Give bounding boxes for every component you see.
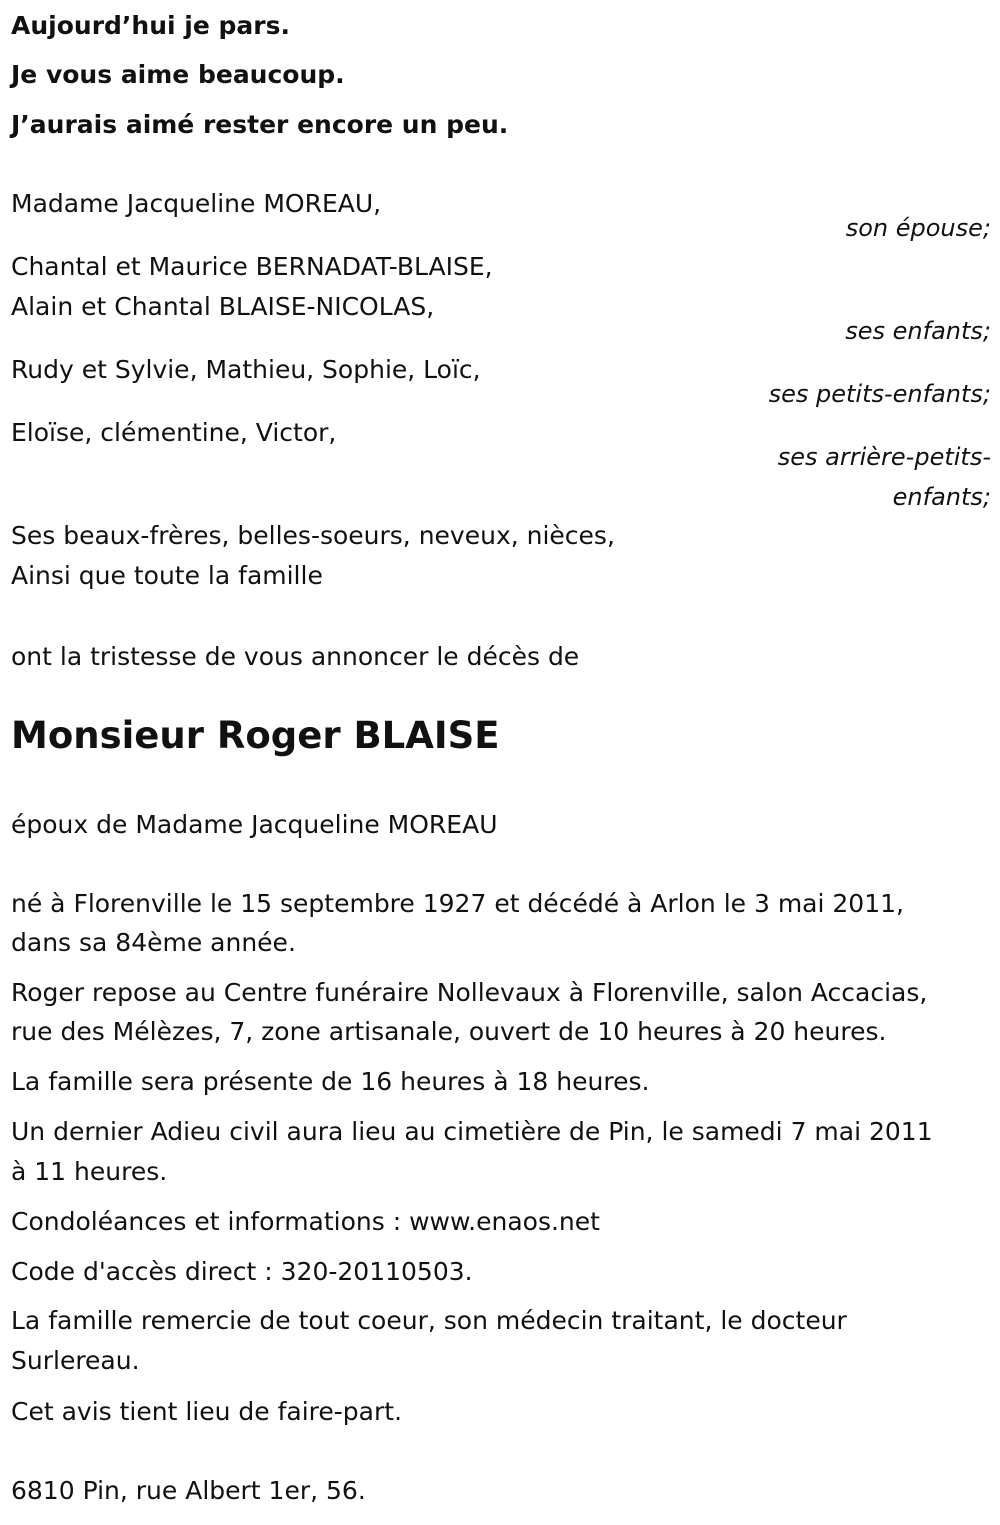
notice-line: Cet avis tient lieu de faire-part. [11, 1397, 403, 1426]
extended-family-line-1: Ses beaux-frères, belles-soeurs, neveux, nièces, [11, 521, 615, 550]
condolences-line: Condoléances et informations : www.enaos.net [11, 1207, 600, 1236]
announcement-text: ont la tristesse de vous annoncer le décès de [11, 642, 580, 671]
farewell-line-1: Un dernier Adieu civil aura lieu au cimetière de Pin, le samedi 7 mai 2011 [11, 1117, 933, 1146]
farewell-line-2: à 11 heures. [11, 1157, 168, 1186]
grandchildren-relation: ses petits-enfants; [768, 380, 991, 408]
address-line: 6810 Pin, rue Albert 1er, 56. [11, 1476, 366, 1505]
extended-family-line-2: Ainsi que toute la famille [11, 561, 323, 590]
funeral-home-line-2: rue des Mélèzes, 7, zone artisanale, ouvert de 10 heures à 20 heures. [11, 1017, 887, 1046]
funeral-home-line-1: Roger repose au Centre funéraire Nollevaux à Florenville, salon Accacias, [11, 978, 928, 1007]
intro-line-2: Je vous aime beaucoup. [11, 60, 345, 89]
children-relation: ses enfants; [845, 317, 991, 345]
thanks-line-2: Surlereau. [11, 1346, 140, 1375]
birth-death-line-1: né à Florenville le 15 septembre 1927 et décédé à Arlon le 3 mai 2011, [11, 889, 904, 918]
grandchildren-line: Rudy et Sylvie, Mathieu, Sophie, Loïc, [11, 355, 481, 384]
intro-line-3: J’aurais aimé rester encore un peu. [11, 110, 509, 139]
access-code-line: Code d'accès direct : 320-20110503. [11, 1257, 473, 1286]
children-line-1: Chantal et Maurice BERNADAT-BLAISE, [11, 252, 493, 281]
birth-death-line-2: dans sa 84ème année. [11, 928, 296, 957]
spouse-relation: son épouse; [845, 214, 991, 242]
children-line-2: Alain et Chantal BLAISE-NICOLAS, [11, 292, 435, 321]
spouse-of-text: époux de Madame Jacqueline MOREAU [11, 810, 498, 839]
great-grandchildren-line: Eloïse, clémentine, Victor, [11, 418, 337, 447]
thanks-line-1: La famille remercie de tout coeur, son médecin traitant, le docteur [11, 1306, 847, 1335]
deceased-name: Monsieur Roger BLAISE [11, 714, 500, 757]
great-grandchildren-relation-2: enfants; [892, 483, 991, 511]
great-grandchildren-relation-1: ses arrière-petits- [777, 443, 991, 471]
intro-line-1: Aujourd’hui je pars. [11, 11, 290, 40]
family-presence-line: La famille sera présente de 16 heures à 18 heures. [11, 1067, 650, 1096]
spouse-name: Madame Jacqueline MOREAU, [11, 189, 382, 218]
